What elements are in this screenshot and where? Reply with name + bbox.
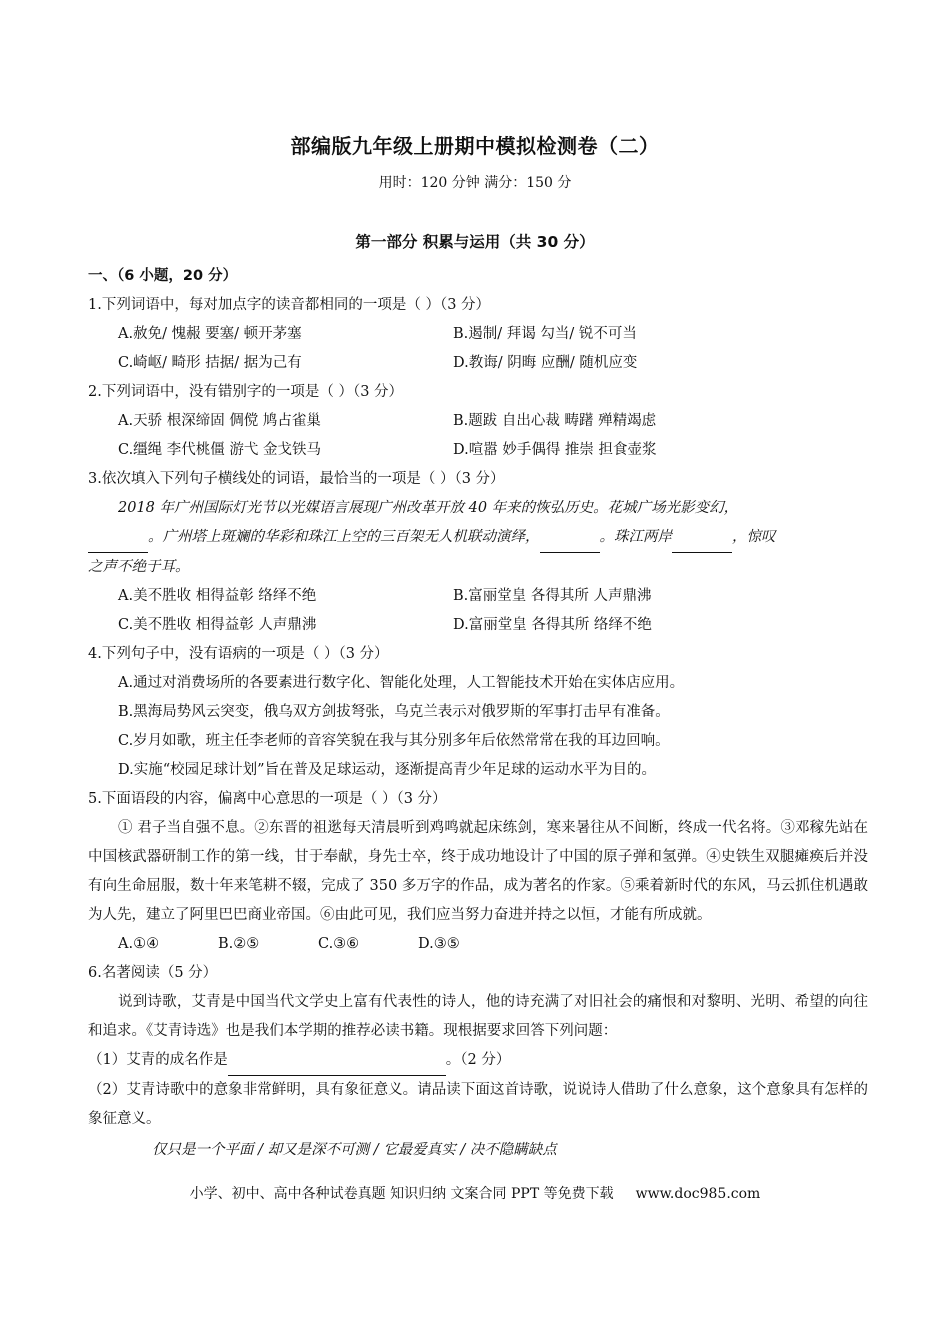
q2-stem: 2.下列词语中，没有错别字的一项是（ ）（3 分） bbox=[88, 384, 404, 400]
q3-passage bbox=[88, 494, 868, 582]
q2-options-row1 bbox=[88, 407, 868, 436]
q4-option-a: A.通过对消费场所的各要素进行数字化、智能化处理，人工智能技术开始在实体店应用。 bbox=[118, 675, 685, 691]
q3-blank-3[interactable] bbox=[672, 523, 732, 553]
page-title: 部编版九年级上册期中模拟检测卷（二） bbox=[290, 134, 660, 158]
q5-option-c: C.③⑥ bbox=[318, 936, 360, 952]
section1-heading: 一、（6 小题，20 分） bbox=[88, 268, 238, 284]
footer-text: 小学、初中、高中各种试卷真题 知识归纳 文案合同 PPT 等免费下载 bbox=[189, 1186, 614, 1202]
q4-option-c: C.岁月如歌，班主任李老师的音容笑貌在我与其分别多年后依然常常在我的耳边回响。 bbox=[118, 733, 670, 749]
q3-passage-line3: 之声不绝于耳。 bbox=[88, 559, 190, 575]
q2-options-row2 bbox=[88, 436, 868, 465]
q4-option-b: B.黑海局势风云突变，俄乌双方剑拔弩张，乌克兰表示对俄罗斯的军事打击早有准备。 bbox=[118, 704, 670, 720]
q5-stem: 5.下面语段的内容，偏离中心意思的一项是（ ）（3 分） bbox=[88, 791, 447, 807]
q3-passage-line1: 2018 年广州国际灯光节以光媒语言展现广州改革开放 40 年来的恢弘历史。花城广场光影变幻， bbox=[118, 500, 739, 516]
q5-option-d: D.③⑤ bbox=[418, 936, 460, 952]
q5-passage: ① 君子当自强不息。②东晋的祖逖每天清晨听到鸡鸣就起床练剑，寒来暑往从不间断，终成一代名将。③邓稼先站在中国核武器研制工作的第一线，甘于奉献，身先士卒，终于成功地设计了中国的原子弹和氢弹。④史铁生双腿瘫痪后并没有向生命屈服，数十年来笔耕不辍，完成了 350 多万字的作品，成为著名的作家。⑤乘着新时代的东风，马云抓住机遇敢为人先，建立了阿里巴巴商业帝国。⑥由此可见，我们应当努力奋进并持之以恒，才能有所成就。 bbox=[88, 820, 868, 923]
q3-option-d: D.富丽堂皇 各得其所 络绎不绝 bbox=[453, 617, 652, 633]
q2-option-a: A.天骄 根深缔固 倜傥 鸠占雀巢 bbox=[118, 413, 321, 429]
q3-blank-1[interactable] bbox=[88, 523, 148, 553]
q3-option-c: C.美不胜收 相得益彰 人声鼎沸 bbox=[118, 617, 317, 633]
page-footer bbox=[0, 1183, 950, 1203]
q1-option-a: A.赦免/ 愧赧 要塞/ 顿开茅塞 bbox=[118, 326, 302, 342]
q6-sub1 bbox=[88, 1046, 868, 1076]
footer-url[interactable]: www.doc985.com bbox=[635, 1186, 761, 1202]
q6-stem: 6.名著阅读（5 分） bbox=[88, 965, 218, 981]
q1-options-row2 bbox=[88, 349, 868, 378]
q6-poem: 仅只是一个平面 / 却又是深不可测 / 它最爱真实 / 决不隐瞒缺点 bbox=[152, 1142, 557, 1158]
exam-time-score: 用时：120 分钟 满分：150 分 bbox=[378, 175, 572, 191]
q5-option-b: B.②⑤ bbox=[218, 936, 260, 952]
q3-options-row2 bbox=[88, 611, 868, 640]
q2-option-d: D.喧嚣 妙手偶得 推崇 担食壶浆 bbox=[453, 442, 657, 458]
q1-option-b: B.遏制/ 拜谒 勾当/ 锐不可当 bbox=[453, 326, 637, 342]
q1-option-c: C.崎岖/ 畸形 拮据/ 据为己有 bbox=[118, 355, 302, 371]
exam-content bbox=[88, 262, 868, 1165]
q1-options-row1 bbox=[88, 320, 868, 349]
q6-sub1-score: 。（2 分） bbox=[445, 1052, 511, 1068]
q6-sub1-answer-blank[interactable] bbox=[228, 1046, 446, 1076]
part1-title: 第一部分 积累与运用（共 30 分） bbox=[355, 233, 595, 251]
q3-passage-line2c: ，惊叹 bbox=[732, 529, 776, 545]
q3-passage-line2b: 。珠江两岸 bbox=[599, 529, 672, 545]
q1-stem: 1.下列词语中，每对加点字的读音都相同的一项是（ ）（3 分） bbox=[88, 297, 491, 313]
q5-option-a: A.①④ bbox=[118, 936, 160, 952]
q5-options bbox=[88, 930, 868, 959]
q3-option-a: A.美不胜收 相得益彰 络绎不绝 bbox=[118, 588, 317, 604]
q2-option-b: B.题跋 自出心裁 畴躇 殚精竭虑 bbox=[453, 413, 657, 429]
q6-passage: 说到诗歌，艾青是中国当代文学史上富有代表性的诗人，他的诗充满了对旧社会的痛恨和对黎明、光明、希望的向往和追求。《艾青诗选》也是我们本学期的推荐必读书籍。现根据要求回答下列问题： bbox=[88, 994, 868, 1039]
q3-stem: 3.依次填入下列句子横线处的词语，最恰当的一项是（ ）（3 分） bbox=[88, 471, 505, 487]
q2-option-c: C.缰绳 李代桃僵 游弋 金戈铁马 bbox=[118, 442, 322, 458]
q3-option-b: B.富丽堂皇 各得其所 人声鼎沸 bbox=[453, 588, 652, 604]
q4-stem: 4.下列句子中，没有语病的一项是（ ）（3 分） bbox=[88, 646, 389, 662]
q6-sub1-prompt: （1）艾青的成名作是 bbox=[88, 1052, 228, 1068]
q6-sub2: （2）艾青诗歌中的意象非常鲜明，具有象征意义。请品读下面这首诗歌，说说诗人借助了什么意象，这个意象具有怎样的象征意义。 bbox=[88, 1082, 868, 1127]
q4-option-d: D.实施“校园足球计划”旨在普及足球运动，逐渐提高青少年足球的运动水平为目的。 bbox=[118, 762, 657, 778]
q3-passage-line2a: 。广州塔上斑斓的华彩和珠江上空的三百架无人机联动演绎， bbox=[148, 529, 540, 545]
q1-option-d: D.教诲/ 阴晦 应酬/ 随机应变 bbox=[453, 355, 638, 371]
q3-blank-2[interactable] bbox=[540, 523, 600, 553]
q3-options-row1 bbox=[88, 582, 868, 611]
